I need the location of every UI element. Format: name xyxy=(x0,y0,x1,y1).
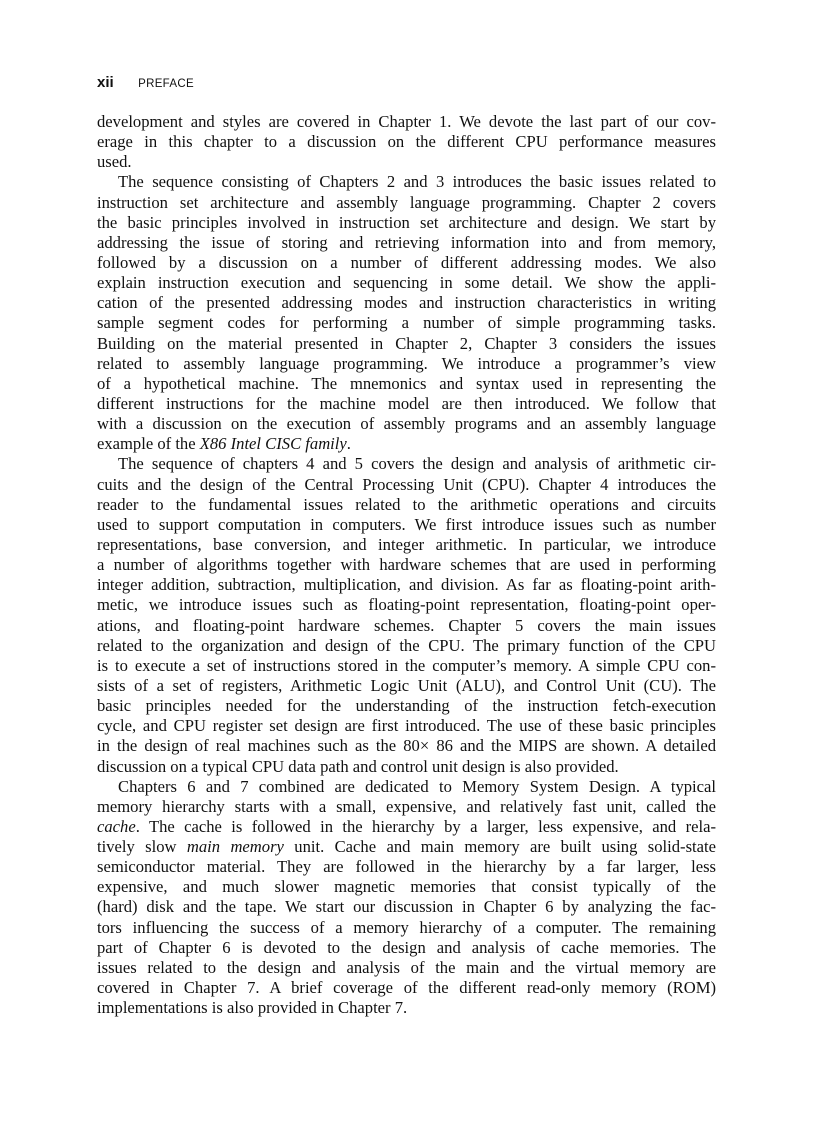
text-segment: of a hypothetical machine. The mnemonics and syntax used in representing the xyxy=(97,373,716,393)
text-line xyxy=(97,595,716,615)
text-line xyxy=(97,152,716,172)
text-segment: sists of a set of registers, Arithmetic Logic Unit (ALU), and Control Unit (CU). The xyxy=(97,675,716,695)
text-line xyxy=(97,777,716,797)
text-line xyxy=(97,172,716,192)
text-segment: Chapters 6 and 7 combined are dedicated to Memory System Design. A typical xyxy=(118,776,716,796)
text-segment: ations, and floating-point hardware schemes. Chapter 5 covers the main issues xyxy=(97,615,716,635)
text-line xyxy=(97,817,716,837)
text-segment: semiconductor material. They are followed in the hierarchy by a far larger, less xyxy=(97,857,716,877)
text-line xyxy=(97,495,716,515)
text-line xyxy=(97,293,716,313)
text-segment: representations, base conversion, and integer arithmetic. In particular, we introduce xyxy=(97,534,716,554)
text-segment: integer addition, subtraction, multiplication, and division. As far as floating-point arith- xyxy=(97,575,716,595)
text-segment: discussion on a typical CPU data path and control unit design is also provided. xyxy=(97,756,619,776)
text-segment: used. xyxy=(97,152,132,172)
text-line xyxy=(97,656,716,676)
text-line xyxy=(97,736,716,756)
text-segment: related to assembly language programming. We introduce a programmer’s view xyxy=(97,353,716,373)
text-line xyxy=(97,897,716,917)
text-line xyxy=(97,877,716,897)
text-segment: The sequence consisting of Chapters 2 and 3 introduces the basic issues related to xyxy=(118,172,716,192)
text-line xyxy=(97,757,716,777)
text-segment: unit. Cache and main memory are built using solid-state xyxy=(283,837,716,857)
text-line xyxy=(97,918,716,938)
text-line xyxy=(97,454,716,474)
text-segment: basic principles needed for the understanding of the instruction fetch-execution xyxy=(97,696,716,716)
text-line xyxy=(97,676,716,696)
text-line xyxy=(97,938,716,958)
italic-text: main memory xyxy=(186,837,284,857)
text-segment: explain instruction execution and sequencing in some detail. We show the appli- xyxy=(97,273,716,293)
text-segment: tively slow xyxy=(97,837,187,857)
italic-text: X86 Intel CISC family xyxy=(199,434,347,454)
running-title: PREFACE xyxy=(138,78,194,90)
text-segment: tors influencing the success of a memory hierarchy of a computer. The remaining xyxy=(97,917,716,937)
text-line xyxy=(97,475,716,495)
text-segment: followed by a discussion on a number of different addressing modes. We also xyxy=(97,252,716,272)
text-line xyxy=(97,535,716,555)
text-line xyxy=(97,213,716,233)
text-line xyxy=(97,414,716,434)
text-segment: the basic principles involved in instruction set architecture and design. We start by xyxy=(97,212,716,232)
text-line xyxy=(97,837,716,857)
body-text xyxy=(97,112,716,1018)
text-line xyxy=(97,575,716,595)
text-line xyxy=(97,555,716,575)
text-line xyxy=(97,434,716,454)
text-line xyxy=(97,978,716,998)
text-segment: with a discussion on the execution of assembly programs and an assembly language xyxy=(97,414,716,434)
text-segment: reader to the fundamental issues related to the arithmetic operations and circuits xyxy=(97,494,716,514)
text-segment: sample segment codes for performing a number of simple programming tasks. xyxy=(97,313,716,333)
text-segment: addressing the issue of storing and retrieving information into and from memory, xyxy=(97,232,716,252)
text-line xyxy=(97,334,716,354)
text-segment: covered in Chapter 7. A brief coverage of the different read-only memory (ROM) xyxy=(97,978,716,998)
italic-text: cache xyxy=(97,816,136,836)
text-segment: in the design of real machines such as the 80× 86 and the MIPS are shown. A detailed xyxy=(97,736,716,756)
text-line xyxy=(97,998,716,1018)
text-line xyxy=(97,857,716,877)
text-line xyxy=(97,132,716,152)
text-segment: related to the organization and design of the CPU. The primary function of the CPU xyxy=(97,635,716,655)
text-segment: development and styles are covered in Chapter 1. We devote the last part of our cov- xyxy=(97,112,716,131)
text-line xyxy=(97,515,716,535)
text-line xyxy=(97,696,716,716)
text-segment: cation of the presented addressing modes and instruction characteristics in writing xyxy=(97,293,716,313)
text-segment: cuits and the design of the Central Processing Unit (CPU). Chapter 4 introduces the xyxy=(97,474,716,494)
text-line xyxy=(97,273,716,293)
text-line xyxy=(97,233,716,253)
text-segment: implementations is also provided in Chapter 7. xyxy=(97,998,408,1018)
text-segment: erage in this chapter to a discussion on the different CPU performance measures xyxy=(97,132,716,152)
text-segment: . xyxy=(346,434,351,454)
text-segment: is to execute a set of instructions stored in the computer’s memory. A simple CPU con- xyxy=(97,655,716,675)
text-segment: expensive, and much slower magnetic memories that consist typically of the xyxy=(97,877,716,897)
text-line xyxy=(97,716,716,736)
text-segment: a number of algorithms together with hardware schemes that are used in performing xyxy=(97,555,716,575)
text-segment: instruction set architecture and assembly language programming. Chapter 2 covers xyxy=(97,192,716,212)
text-line xyxy=(97,112,716,132)
text-segment: Building on the material presented in Chapter 2, Chapter 3 considers the issues xyxy=(97,333,716,353)
text-segment: different instructions for the machine model are then introduced. We follow that xyxy=(97,393,716,413)
text-line xyxy=(97,394,716,414)
text-segment: memory hierarchy starts with a small, expensive, and relatively fast unit, called the xyxy=(97,796,716,816)
text-segment: issues related to the design and analysis of the main and the virtual memory are xyxy=(97,957,716,977)
text-line xyxy=(97,616,716,636)
text-line xyxy=(97,354,716,374)
text-segment: metic, we introduce issues such as floating-point representation, floating-point oper- xyxy=(97,595,716,615)
text-segment: (hard) disk and the tape. We start our discussion in Chapter 6 by analyzing the fac- xyxy=(97,897,716,917)
text-line xyxy=(97,797,716,817)
text-segment: . The cache is followed in the hierarchy by a larger, less expensive, and rela- xyxy=(135,816,716,836)
text-segment: used to support computation in computers. We first introduce issues such as number xyxy=(97,514,716,534)
text-line xyxy=(97,313,716,333)
running-header xyxy=(97,74,194,92)
text-line xyxy=(97,193,716,213)
text-line xyxy=(97,958,716,978)
text-segment: cycle, and CPU register set design are first introduced. The use of these basic principles xyxy=(97,716,716,736)
text-line xyxy=(97,253,716,273)
text-segment: part of Chapter 6 is devoted to the design and analysis of cache memories. The xyxy=(97,937,716,957)
page-number: xii xyxy=(97,74,114,91)
text-segment: The sequence of chapters 4 and 5 covers the design and analysis of arithmetic cir- xyxy=(118,454,716,474)
text-line xyxy=(97,374,716,394)
text-line xyxy=(97,636,716,656)
text-segment: example of the xyxy=(97,434,200,454)
